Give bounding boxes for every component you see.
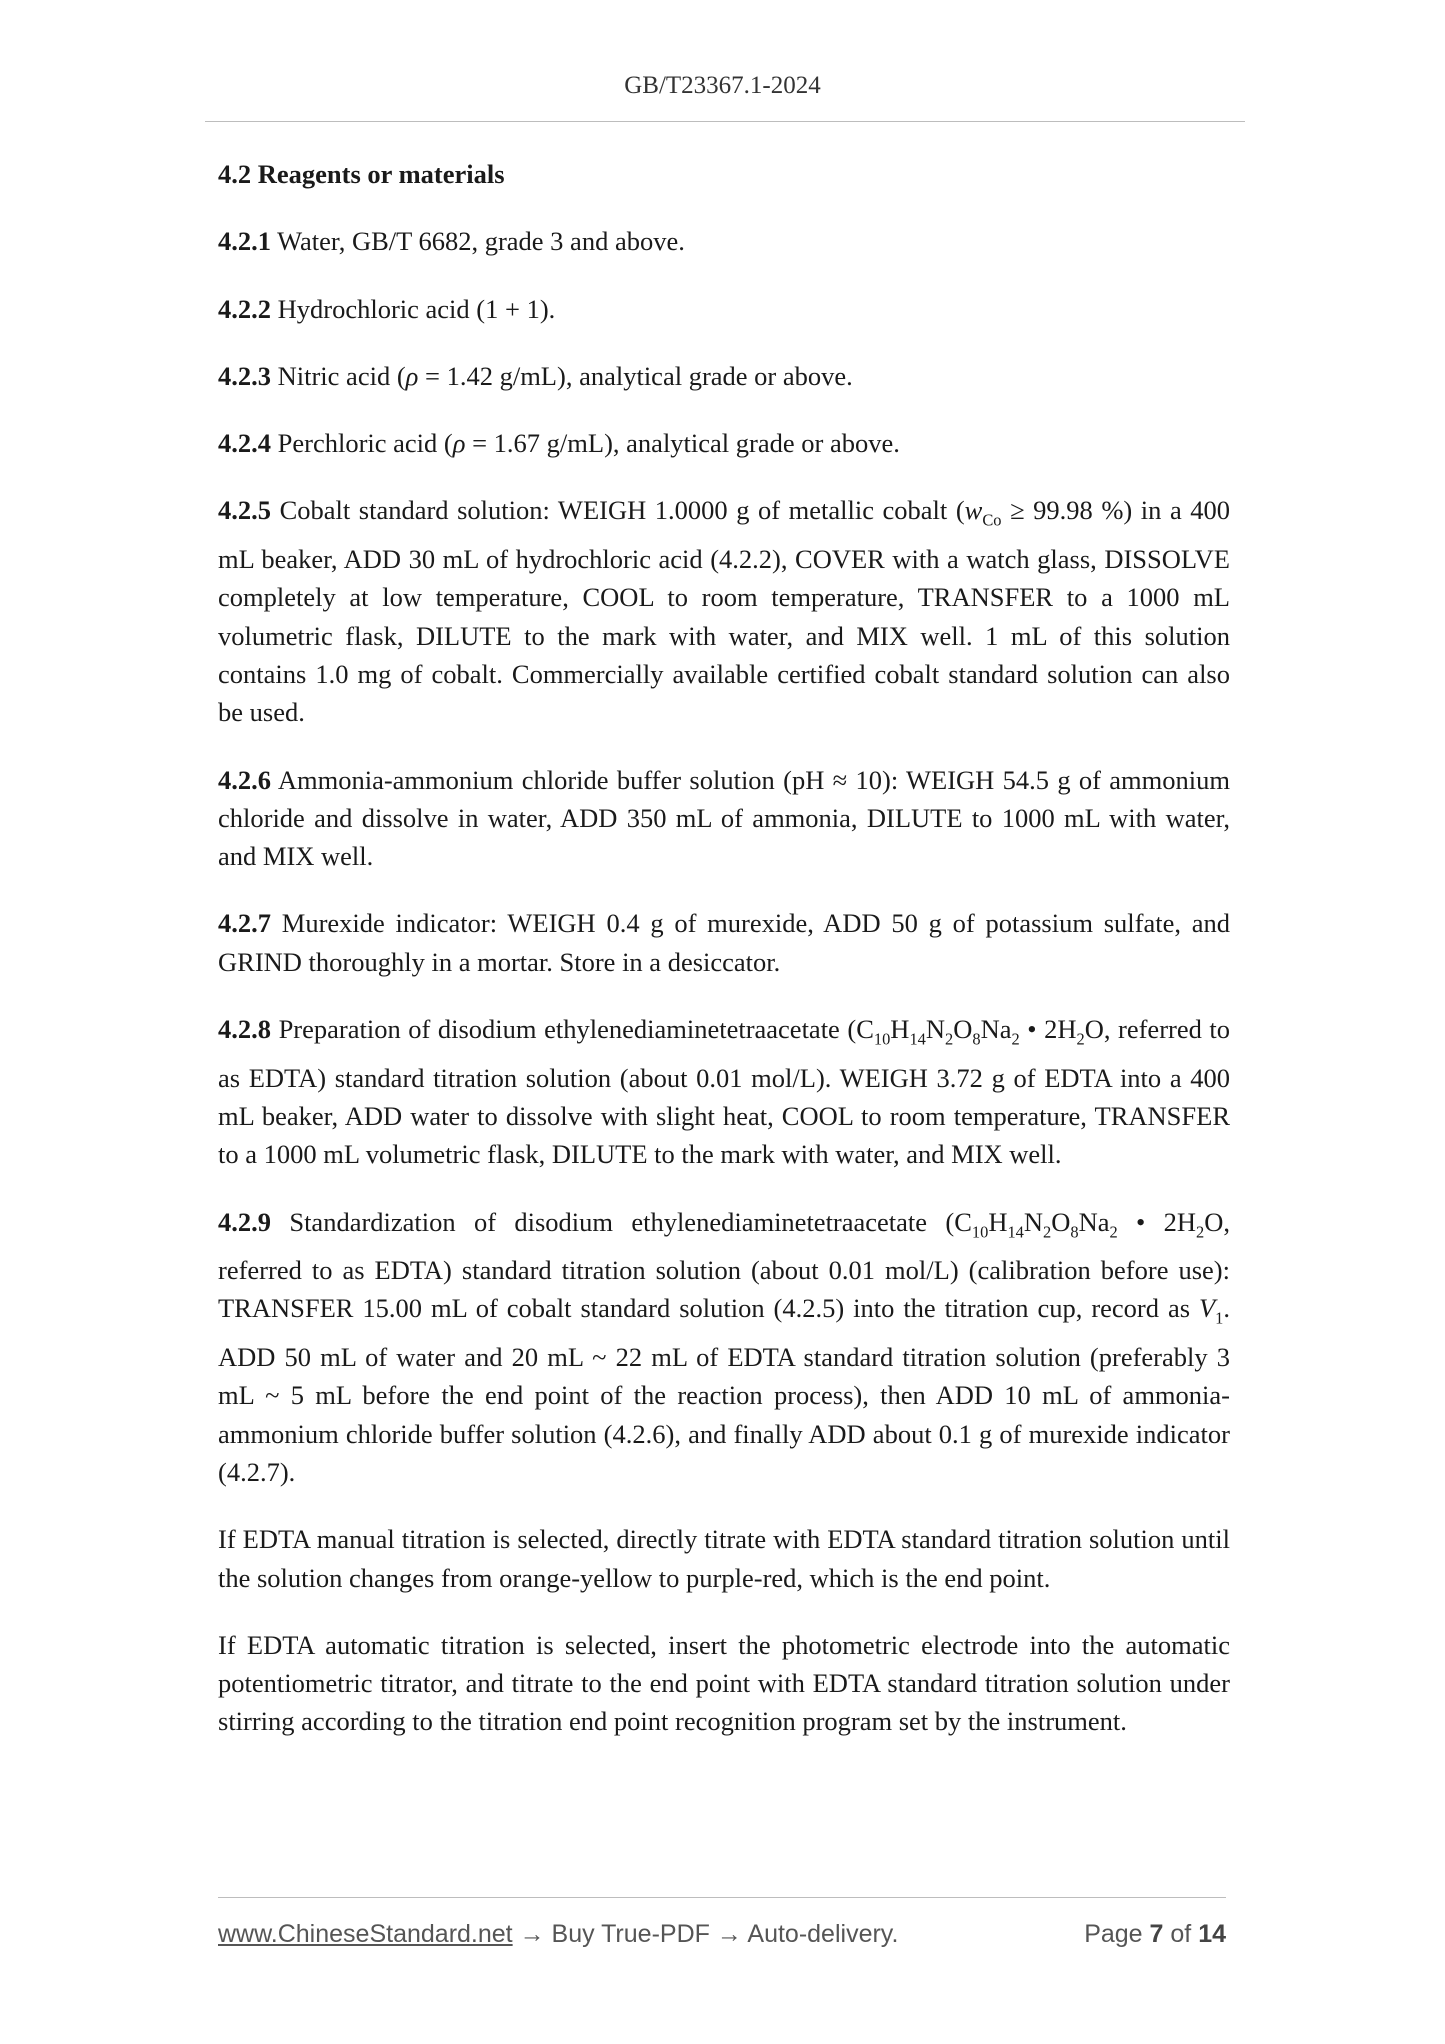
clause-text: Ammonia-ammonium chloride buffer solution (pH ≈ 10): WEIGH 54.5 g of ammonium chloride and dissolve in water, ADD 350 mL of ammonia, DILUTE to 1000 mL with water, and MIX well.: [218, 764, 1230, 872]
paragraph-manual-titration: If EDTA manual titration is selected, directly titrate with EDTA standard titration solution until the solution changes from orange-yellow to purple-red, which is the end point.: [218, 1524, 1230, 1593]
volume-subscript: 1: [1215, 1308, 1224, 1328]
clause-number: 4.2.1: [218, 226, 271, 257]
clause-text: . ADD 50 mL of water and 20 mL ~ 22 mL of EDTA standard titration solution (preferably 3 mL ~ 5 mL before the end point of the reaction process), then ADD 10 mL of ammonia-ammonium chloride buffer solution (4.2.6), and finally ADD about 0.1 g of murexide indicator (4.2.7).: [218, 1293, 1230, 1487]
document-code-header: GB/T23367.1-2024: [624, 72, 821, 99]
clause-number: 4.2.7: [218, 908, 271, 939]
clause-text: = 1.42 g/mL), analytical grade or above.: [418, 360, 853, 391]
density-symbol: ρ: [452, 428, 466, 459]
of-label: of: [1163, 1920, 1199, 1948]
clause-text: Standardization of disodium ethylenediaminetetraacetate (: [289, 1206, 955, 1237]
edta-formula: $C_{10}H_{14}N_2O_8Na_2$ • $2H_2O$,: [856, 1014, 1111, 1049]
mass-fraction-symbol: w: [964, 495, 983, 526]
clause-text: referred to as EDTA) standard titration solution (about 0.01 mol/L) (calibration before use): TRANSFER 15.00 mL of cobalt standard solution (4.2.5) into the titration cup, record as: [218, 1255, 1230, 1324]
current-page-number: 7: [1149, 1920, 1164, 1948]
clause-number: 4.2.9: [218, 1206, 271, 1237]
clause-4-2-5: [218, 491, 1230, 731]
clause-text: Perchloric acid (: [277, 428, 453, 459]
footer-divider: [218, 1897, 1226, 1898]
clause-text: Water, GB/T 6682, grade 3 and above.: [277, 226, 685, 257]
header-divider: [205, 121, 1245, 122]
document-body: [218, 155, 1230, 1770]
clause-number: 4.2.5: [218, 495, 271, 526]
clause-4-2-4: [218, 424, 1230, 462]
site-link[interactable]: www.ChineseStandard.net: [218, 1920, 513, 1948]
clause-text: Nitric acid (: [277, 360, 406, 391]
clause-4-2-6: [218, 761, 1230, 876]
clause-text: Preparation of disodium ethylenediaminetetraacetate (: [278, 1014, 857, 1045]
clause-text: Murexide indicator: WEIGH 0.4 g of murexide, ADD 50 g of potassium sulfate, and GRIND thoroughly in a mortar. Store in a desiccator.: [218, 908, 1230, 977]
volume-symbol: V: [1198, 1293, 1216, 1324]
clause-4-2-9: [218, 1203, 1230, 1492]
paragraph-automatic-titration: If EDTA automatic titration is selected, insert the photometric electrode into the automatic potentiometric titrator, and titrate to the end point with EDTA standard titration solution under stirring according to the titration end point recognition program set by the instrument.: [218, 1629, 1230, 1737]
clause-text: referred to as EDTA) standard titration solution (about 0.01 mol/L). WEIGH 3.72 g of EDTA into a 400 mL beaker, ADD water to dissolve with slight heat, COOL to room temperature, TRANSFER to a 1000 mL volumetric flask, DILUTE to the mark with water, and MIX well.: [218, 1014, 1231, 1170]
clause-4-2-2: [218, 290, 1230, 328]
total-page-count: 14: [1198, 1920, 1226, 1948]
clause-text: Cobalt standard solution: WEIGH 1.0000 g of metallic cobalt (: [279, 495, 965, 526]
page-label: Page: [1084, 1920, 1150, 1948]
clause-4-2-1: [218, 222, 1230, 260]
page-footer: [218, 1920, 1226, 1954]
promo-text: → Buy True-PDF → Auto-delivery.: [512, 1920, 899, 1948]
page-indicator: [1084, 1920, 1226, 1949]
mass-fraction-subscript: Co: [982, 510, 1002, 530]
clause-4-2-7: [218, 904, 1230, 981]
clause-number: 4.2.3: [218, 360, 271, 391]
section-heading: 4.2 Reagents or materials: [218, 159, 505, 189]
clause-text: ≥ 99.98 %) in a 400 mL beaker, ADD 30 mL of hydrochloric acid (4.2.2), COVER with a watch glass, DISSOLVE completely at low temperature, COOL to room temperature, TRANSFER to a 1000 mL volumetric flask, DILUTE to the mark with water, and MIX well. 1 mL of this solution contains 1.0 mg of cobalt. Commercially available certified cobalt standard solution can also be used.: [218, 495, 1231, 728]
clause-number: 4.2.4: [218, 428, 271, 459]
edta-formula: $C_{10}H_{14}N_2O_8Na_2$ • $2H_2O$,: [954, 1206, 1231, 1241]
clause-text: = 1.67 g/mL), analytical grade or above.: [465, 428, 900, 459]
clause-4-2-3: [218, 357, 1230, 395]
clause-4-2-8: [218, 1010, 1230, 1173]
clause-number: 4.2.2: [218, 293, 271, 324]
clause-text: Hydrochloric acid (1 + 1).: [277, 293, 556, 324]
footer-promo: [218, 1920, 898, 1949]
density-symbol: ρ: [405, 360, 419, 391]
clause-number: 4.2.6: [218, 764, 271, 795]
clause-number: 4.2.8: [218, 1014, 271, 1045]
